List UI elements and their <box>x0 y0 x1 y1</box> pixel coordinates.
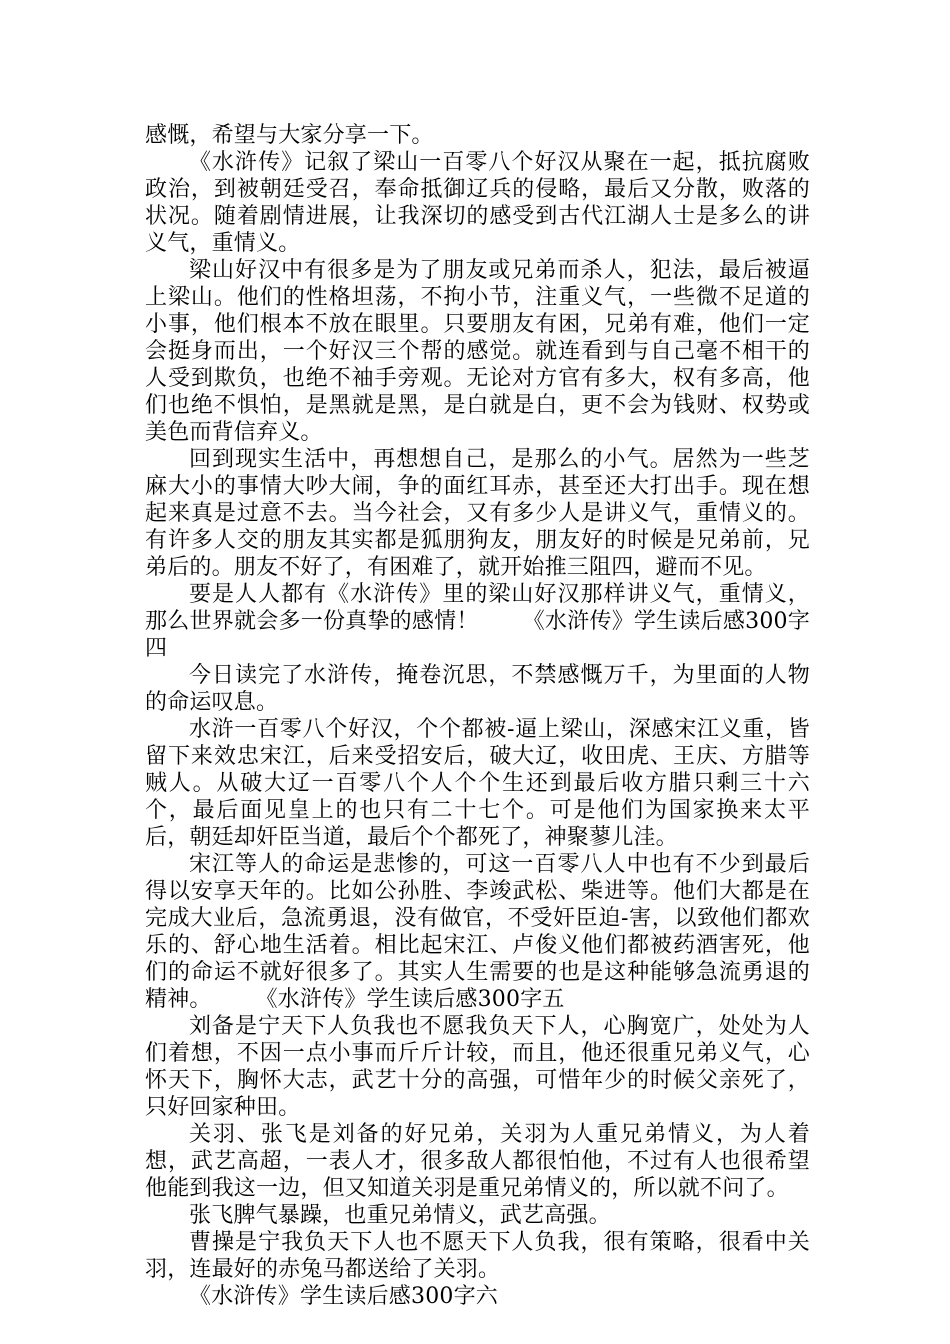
paragraph-summary: 《水浒传》记叙了梁山一百零八个好汉从聚在一起，抵抗腐败政治，到被朝廷受召，奉命抵御辽兵的侵略，最后又分散，败落的状况。随着剧情进展，让我深切的感受到古代江湖人士是多么的讲义气，重情义。 <box>145 150 810 256</box>
paragraph-zhangfei: 张飞脾气暴躁，也重兄弟情义，武艺高强。 <box>189 1203 611 1228</box>
paragraph-wish-text: 要是人人都有《水浒传》里的梁山好汉那样讲义气，重情义，那么世界就会多一份真挚的感情！ <box>145 582 810 634</box>
paragraph-survivors-text: 宋江等人的命运是悲惨的，可这一百零八人中也有不少到最后得以安享天年的。比如公孙胜、李竣武松、柴进等。他们大都是在完成大业后，急流勇退，没有做官，不受奸臣迫-害，以致他们都欢乐的、舒心地生活着。相比起宋江、卢俊义他们都被药酒害死，他们的命运不就好很多了。其实人生需要的也是这种能够急流勇退的精神。 <box>145 852 810 1012</box>
paragraph-reality: 回到现实生活中，再想想自己，是那么的小气。居然为一些芝麻大小的事情大吵大闹，争的面红耳赤，甚至还大打出手。现在想起来真是过意不去。当今社会，又有多少人是讲义气，重情义的。有许多人交的朋友其实都是狐朋狗友，朋友好的时候是兄弟前，兄弟后的。朋友不好了，有困难了，就开始推三阻四，避而不见。 <box>145 447 810 580</box>
paragraph-survivors <box>145 851 810 1013</box>
section-heading-4: 《水浒传》学生读后感300字四 <box>145 609 810 661</box>
paragraph-reflection: 今日读完了水浒传，掩卷沉思，不禁感慨万千，为里面的人物的命运叹息。 <box>145 663 810 715</box>
paragraph-wish <box>145 581 810 662</box>
paragraph-intro-tail: 感慨，希望与大家分享一下。 <box>145 123 434 148</box>
paragraph-caocao: 曹操是宁我负天下人也不愿天下人负我，很有策略，很看中关羽，连最好的赤兔马都送给了关羽。 <box>145 1230 810 1282</box>
paragraph-heroes: 梁山好汉中有很多是为了朋友或兄弟而杀人，犯法，最后被逼上梁山。他们的性格坦荡，不拘小节，注重义气，一些微不足道的小事，他们根本不放在眼里。只要朋友有困，兄弟有难，他们一定会挺身而出，一个好汉三个帮的感觉。就连看到与自己毫不相干的人受到欺负，也绝不袖手旁观。无论对方官有多大，权有多高，他们也绝不惧怕，是黑就是黑，是白就是白，更不会为钱财、权势或美色而背信弃义。 <box>145 258 810 445</box>
paragraph-liubei: 刘备是宁天下人负我也不愿我负天下人，心胸宽广，处处为人们着想，不因一点小事而斤斤计较，而且，他还很重兄弟义气，心怀天下，胸怀大志，武艺十分的高强，可惜年少的时候父亲死了，只好回家种田。 <box>145 1014 810 1120</box>
paragraph-fate: 水浒一百零八个好汉，个个都被-逼上梁山，深感宋江义重，皆留下来效忠宋江，后来受招安后，破大辽，收田虎、王庆、方腊等贼人。从破大辽一百零八个人个个生还到最后收方腊只剩三十六个，最后面见皇上的也只有二十七个。可是他们为国家换来太平后，朝廷却奸臣当道，最后个个都死了，神聚蓼儿洼。 <box>145 717 810 850</box>
section-heading-5: 《水浒传》学生读后感300字五 <box>255 987 565 1012</box>
document-body <box>145 122 810 1310</box>
paragraph-guanyu: 关羽、张飞是刘备的好兄弟，关羽为人重兄弟情义，为人着想，武艺高超，一表人才，很多敌人都很怕他，不过有人也很希望他能到我这一边，但又知道关羽是重兄弟情义的，所以就不问了。 <box>145 1122 810 1201</box>
section-heading-6: 《水浒传》学生读后感300字六 <box>189 1284 498 1309</box>
